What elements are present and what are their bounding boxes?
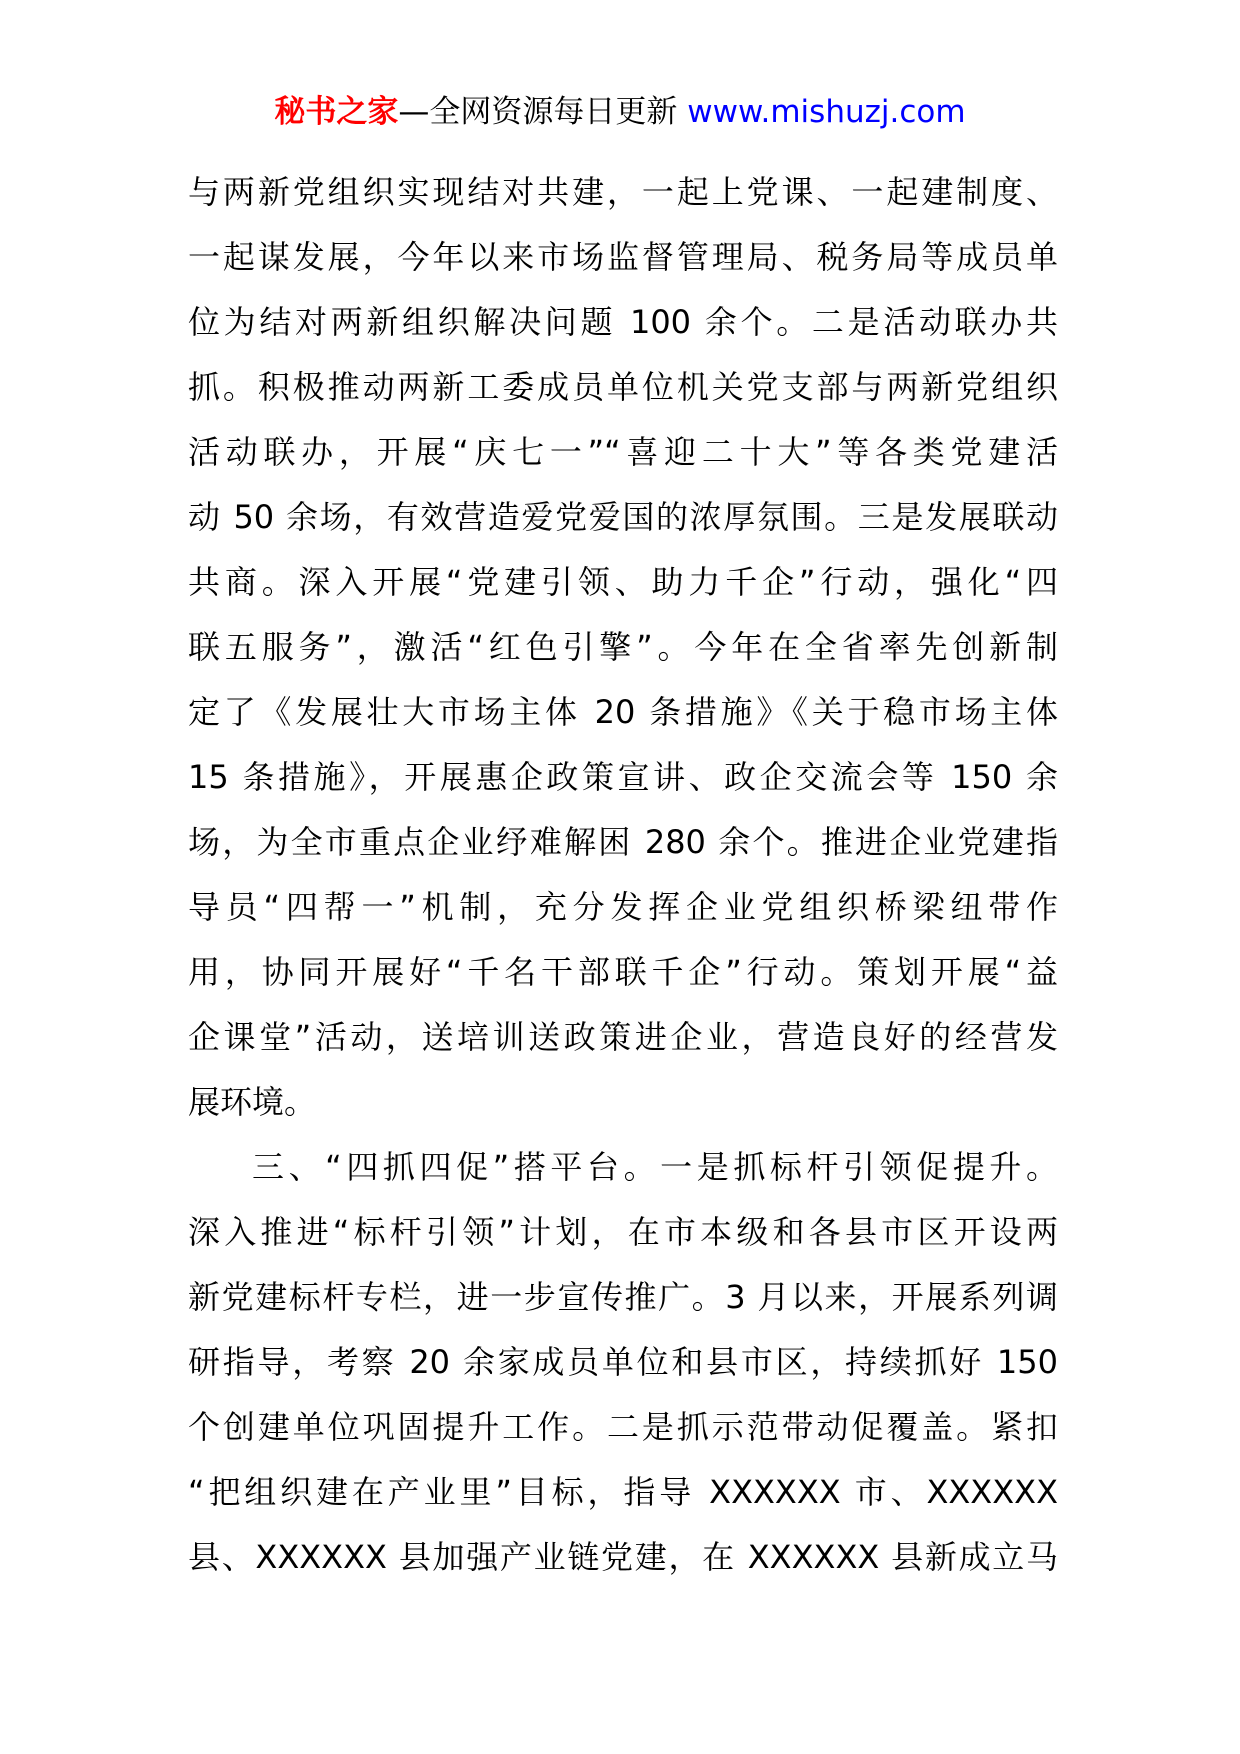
site-header [0,92,1240,132]
text-line: 动 50 余场，有效营造爱党爱国的浓厚氛围。三是发展联动 [188,498,1058,536]
text-line: 共商。深入开展“党建引领、助力千企”行动，强化“四 [188,563,1058,601]
text-line: “把组织建在产业里”目标，指导 XXXXXX 市、XXXXXX [188,1473,1058,1511]
text-line: 个创建单位巩固提升工作。二是抓示范带动促覆盖。紧扣 [188,1408,1058,1446]
text-line: 县、XXXXXX 县加强产业链党建，在 XXXXXX 县新成立马 [188,1538,1058,1576]
text-line: 研指导，考察 20 余家成员单位和县市区，持续抓好 150 [188,1343,1058,1381]
text-line-indented: 三、“四抓四促”搭平台。一是抓标杆引领促提升。 [252,1148,1058,1186]
text-line: 定了《发展壮大市场主体 20 条措施》《关于稳市场主体 [188,693,1058,731]
text-line: 新党建标杆专栏，进一步宣传推广。3 月以来，开展系列调 [188,1278,1058,1316]
text-line: 15 条措施》，开展惠企政策宣讲、政企交流会等 150 余 [188,758,1058,796]
header-url-link[interactable]: www.mishuzj.com [687,94,966,130]
text-line: 导员“四帮一”机制，充分发挥企业党组织桥梁纽带作 [188,888,1058,926]
text-line: 场，为全市重点企业纾难解困 280 余个。推进企业党建指 [188,823,1058,861]
text-line: 位为结对两新组织解决问题 100 余个。二是活动联办共 [188,303,1058,341]
header-slogan: —全网资源每日更新 [398,94,678,130]
text-line: 抓。积极推动两新工委成员单位机关党支部与两新党组织 [188,368,1058,406]
text-line: 联五服务”，激活“红色引擎”。今年在全省率先创新制 [188,628,1058,666]
header-brand: 秘书之家 [274,94,399,130]
text-line: 一起谋发展，今年以来市场监督管理局、税务局等成员单 [188,238,1058,276]
text-line: 与两新党组织实现结对共建，一起上党课、一起建制度、 [188,173,1058,211]
text-line: 企课堂”活动，送培训送政策进企业，营造良好的经营发 [188,1018,1058,1056]
document-body [188,160,1058,1590]
text-line: 深入推进“标杆引领”计划，在市本级和各县市区开设两 [188,1213,1058,1251]
text-line: 用，协同开展好“千名干部联千企”行动。策划开展“益 [188,953,1058,991]
text-line: 活动联办，开展“庆七一”“喜迎二十大”等各类党建活 [188,433,1058,471]
text-line: 展环境。 [188,1083,317,1121]
